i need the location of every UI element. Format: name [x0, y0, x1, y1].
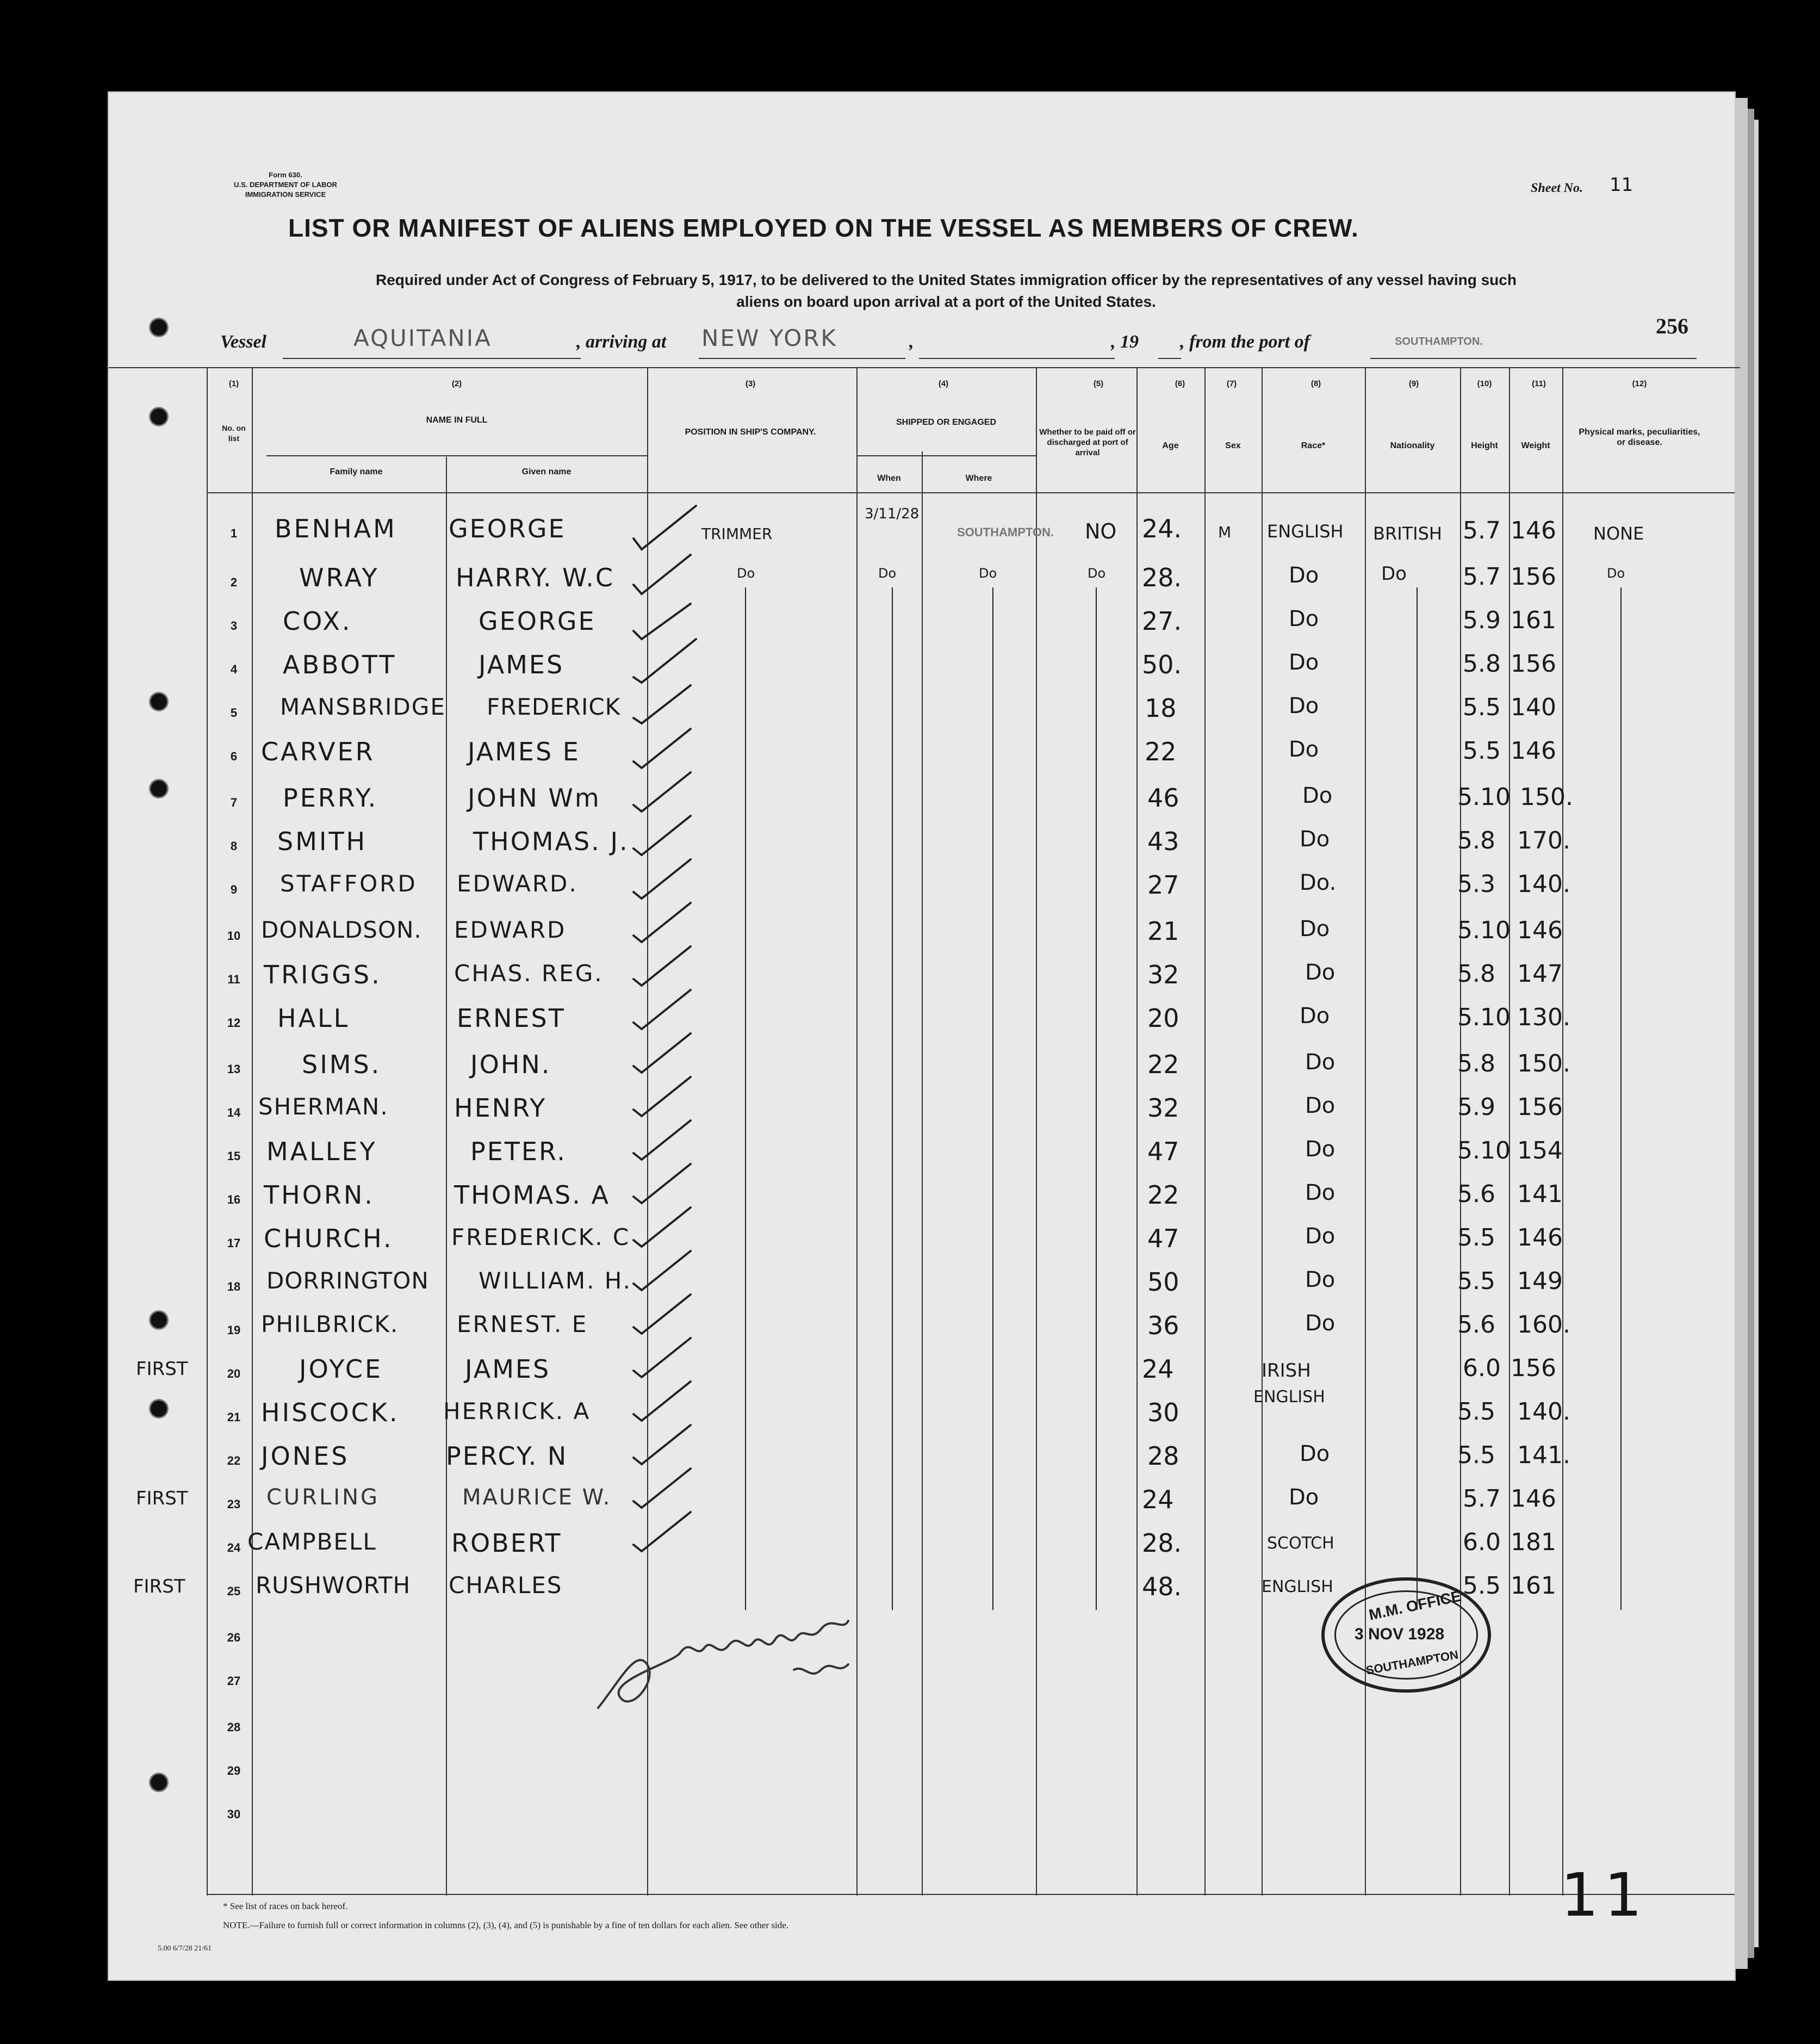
- row-number: 13: [227, 1062, 241, 1076]
- given-name: MAURICE W.: [462, 1485, 612, 1510]
- age-value: 22: [1147, 1050, 1179, 1079]
- row-number: 3: [230, 619, 238, 633]
- col-header-nationality: Nationality: [1390, 441, 1435, 450]
- row-number: 15: [227, 1149, 241, 1163]
- year-underline: [1158, 358, 1181, 359]
- weight-value: 161: [1511, 606, 1556, 634]
- family-name: BENHAM: [275, 514, 397, 543]
- family-name: CHURCH.: [264, 1224, 394, 1253]
- given-name: EDWARD.: [457, 870, 578, 897]
- age-value: 43: [1147, 827, 1179, 856]
- arrival-underline: [699, 358, 905, 359]
- row-number: 8: [230, 839, 238, 853]
- row-number: 22: [227, 1454, 241, 1467]
- col-header-where: Where: [965, 474, 992, 483]
- height-value: 5.10: [1457, 1137, 1511, 1165]
- stamp-office: M.M. OFFICE: [1367, 1587, 1463, 1624]
- ditto-mark: Do: [737, 566, 755, 581]
- age-value: 24: [1142, 1354, 1174, 1384]
- age-value: 28.: [1142, 563, 1182, 592]
- table-row: [0, 1749, 1820, 1792]
- col-number: (1): [228, 379, 239, 388]
- height-value: 5.7: [1463, 517, 1501, 544]
- age-value: 48.: [1142, 1572, 1182, 1601]
- race-value: Do: [1289, 606, 1319, 631]
- col-header-shipped: SHIPPED OR ENGAGED: [896, 418, 997, 427]
- col-number: (9): [1408, 379, 1419, 388]
- punch-hole: [151, 319, 167, 336]
- height-value: 5.5: [1463, 737, 1501, 765]
- race-value: SCOTCH: [1267, 1534, 1334, 1553]
- height-value: 5.9: [1463, 606, 1501, 634]
- form-header: [207, 170, 364, 200]
- family-name: ABBOTT: [283, 650, 397, 679]
- col-header-age: Age: [1162, 441, 1179, 450]
- row-number: 29: [227, 1764, 241, 1777]
- height-value: 5.3: [1457, 870, 1495, 898]
- table-row: [0, 824, 1820, 868]
- ditto-mark: Do: [878, 566, 897, 581]
- col-number: (11): [1532, 379, 1546, 388]
- age-value: 28.: [1142, 1528, 1182, 1558]
- given-name: HERRICK. A: [443, 1398, 591, 1424]
- name-subheader-rule: [266, 455, 647, 456]
- weight-value: 149: [1517, 1267, 1563, 1295]
- family-name: HALL: [277, 1004, 350, 1033]
- col-number: (6): [1175, 379, 1185, 388]
- table-row: [0, 1659, 1820, 1702]
- table-row: [0, 1569, 1820, 1613]
- weight-value: 141.: [1517, 1441, 1570, 1469]
- col-header-weight: Weight: [1521, 441, 1550, 450]
- table-row: [0, 1526, 1820, 1569]
- given-name: ROBERT: [451, 1528, 562, 1558]
- stamp-place: SOUTHAMPTON: [1365, 1647, 1459, 1677]
- given-name: ERNEST. E: [457, 1311, 588, 1337]
- given-name: JAMES: [479, 650, 564, 679]
- age-value: 50.: [1142, 650, 1182, 679]
- ditto-mark: Do: [1088, 566, 1106, 581]
- height-value: 5.6: [1457, 1180, 1495, 1208]
- year-label: , 19: [1111, 332, 1139, 352]
- race-value: Do: [1305, 1137, 1336, 1162]
- col-header-physical: Physical marks, peculiarities, or disease.: [1579, 428, 1700, 447]
- age-value: 32: [1147, 1093, 1179, 1123]
- given-name: JOHN.: [470, 1050, 551, 1079]
- age-value: 32: [1147, 960, 1179, 989]
- subtitle-line-1: Required under Act of Congress of February 5, 1917, to be delivered to the United States immigration officer by the representatives of any vessel having such: [376, 271, 1517, 288]
- given-name: JAMES: [465, 1354, 551, 1384]
- sex-value: M: [1218, 523, 1232, 541]
- weight-value: 146: [1511, 737, 1556, 765]
- given-name: ERNEST: [457, 1004, 566, 1033]
- height-value: 5.7: [1463, 1485, 1501, 1513]
- weight-value: 146: [1511, 1485, 1556, 1513]
- table-row: [0, 868, 1820, 911]
- family-name: TRIGGS.: [264, 960, 382, 989]
- family-name: DONALDSON.: [261, 916, 422, 943]
- table-row: [0, 957, 1820, 1001]
- age-value: 20: [1147, 1004, 1179, 1033]
- ditto-mark: Do: [1607, 566, 1625, 581]
- race-value: Do: [1289, 693, 1319, 719]
- family-name: WRAY: [299, 563, 380, 592]
- table-row: [0, 1705, 1820, 1749]
- table-row: [0, 914, 1820, 957]
- header-bottom-rule: [207, 492, 1735, 493]
- row-number: 24: [227, 1541, 241, 1554]
- punch-hole: [151, 408, 167, 425]
- height-value: 5.5: [1457, 1224, 1495, 1252]
- row-number: 1: [230, 527, 238, 540]
- table-row: [0, 604, 1820, 647]
- age-value: 27.: [1142, 606, 1182, 636]
- weight-value: 141: [1517, 1180, 1563, 1208]
- weight-value: 170.: [1517, 827, 1570, 854]
- family-name: THORN.: [264, 1180, 375, 1210]
- race-value: ENGLISH: [1267, 521, 1344, 542]
- given-name: CHARLES: [449, 1572, 563, 1599]
- physical-value: NONE: [1593, 523, 1644, 544]
- row-number: 30: [227, 1807, 241, 1821]
- race-value: Do.: [1300, 870, 1337, 895]
- height-value: 5.5: [1463, 1572, 1501, 1600]
- weight-value: 156: [1517, 1093, 1563, 1121]
- department-name: U.S. DEPARTMENT OF LABOR: [234, 181, 337, 189]
- height-value: 6.0: [1463, 1354, 1501, 1382]
- weight-value: 146: [1517, 916, 1563, 944]
- given-name: JOHN Wm: [468, 783, 601, 813]
- age-value: 24.: [1142, 514, 1182, 543]
- height-value: 5.10: [1457, 783, 1511, 811]
- from-underline: [1370, 358, 1697, 359]
- race-value: Do: [1300, 827, 1330, 852]
- row-number: 11: [227, 973, 240, 986]
- form-subtitle: [207, 269, 1686, 313]
- table-row: [0, 1352, 1820, 1395]
- family-name: CARVER: [261, 737, 375, 766]
- table-row: [0, 734, 1820, 778]
- race-footnote: * See list of races on back hereof.: [223, 1901, 348, 1911]
- vessel-name: AQUITANIA: [353, 325, 492, 351]
- height-value: 5.8: [1457, 1050, 1495, 1077]
- col-header-name: NAME IN FULL: [426, 416, 488, 425]
- weight-value: 146: [1511, 517, 1556, 544]
- family-name: SMITH: [277, 827, 368, 856]
- family-name: MANSBRIDGE: [280, 693, 446, 720]
- height-value: 6.0: [1463, 1528, 1501, 1556]
- height-value: 5.6: [1457, 1311, 1495, 1339]
- height-value: 5.5: [1457, 1441, 1495, 1469]
- from-port-label: , from the port of: [1180, 332, 1310, 352]
- given-name: FREDERICK. C: [451, 1224, 631, 1250]
- given-name: PETER.: [470, 1137, 567, 1166]
- table-row: [0, 1221, 1820, 1265]
- row-number: 7: [230, 796, 238, 809]
- family-name: SHERMAN.: [258, 1093, 389, 1120]
- age-value: 22: [1145, 737, 1177, 766]
- weight-value: 160.: [1517, 1311, 1570, 1339]
- race-value: Do: [1305, 1180, 1336, 1205]
- weight-value: 147: [1517, 960, 1563, 988]
- legal-note: NOTE.—Failure to furnish full or correct information in columns (2), (3), (4), and (5) is punishable by a fine of ten dollars for each alien. See other side.: [223, 1920, 789, 1930]
- row-number: 18: [227, 1280, 241, 1293]
- height-value: 5.5: [1457, 1267, 1495, 1295]
- col-number: (3): [745, 379, 756, 388]
- signature: [587, 1599, 892, 1730]
- family-name: CAMPBELL: [247, 1528, 377, 1555]
- age-value: 47: [1147, 1224, 1179, 1253]
- weight-value: 150.: [1517, 1050, 1570, 1077]
- row-number: 21: [227, 1410, 241, 1424]
- height-value: 5.8: [1457, 827, 1495, 854]
- given-name: FREDERICK: [487, 693, 621, 720]
- row-number: 28: [227, 1720, 241, 1734]
- row-number: 10: [227, 929, 241, 943]
- weight-value: 181: [1511, 1528, 1556, 1556]
- given-name: PERCY. N: [446, 1441, 568, 1471]
- race-value: Do: [1302, 783, 1333, 808]
- row-number: 14: [227, 1106, 241, 1119]
- row-number: 12: [227, 1016, 241, 1030]
- table-row: [0, 1308, 1820, 1352]
- weight-value: 140: [1511, 693, 1556, 721]
- row-number: 17: [227, 1236, 241, 1250]
- row-number: 6: [230, 750, 238, 763]
- family-name: SIMS.: [302, 1050, 382, 1079]
- row-number: 19: [227, 1323, 241, 1337]
- given-name: WILLIAM. H.: [479, 1267, 632, 1294]
- col-header-race: Race*: [1301, 441, 1326, 450]
- race-value: Do: [1300, 916, 1330, 942]
- weight-value: 161: [1511, 1572, 1556, 1600]
- given-name: GEORGE: [479, 606, 596, 636]
- table-row: [0, 1091, 1820, 1134]
- table-row: [0, 1001, 1820, 1044]
- height-value: 5.5: [1457, 1398, 1495, 1426]
- race-value: Do: [1289, 1485, 1319, 1510]
- age-value: 21: [1147, 916, 1179, 946]
- col-number: (10): [1477, 379, 1492, 388]
- given-name: CHAS. REG.: [454, 960, 604, 987]
- stamp-date: 3 NOV 1928: [1355, 1625, 1445, 1643]
- page-number: 256: [1656, 314, 1688, 338]
- vessel-underline: [283, 358, 581, 359]
- bottom-tally-mark: 11: [1561, 1860, 1648, 1930]
- table-row: [0, 1388, 1820, 1439]
- engaged-date: 3/11/28: [865, 506, 920, 522]
- table-row: [0, 1265, 1820, 1308]
- date-underline: [919, 358, 1115, 359]
- table-row: [0, 511, 1820, 555]
- row-number: 9: [230, 883, 238, 896]
- height-value: 5.10: [1457, 1004, 1511, 1031]
- family-name: HISCOCK.: [261, 1398, 400, 1427]
- weight-value: 140.: [1517, 1398, 1570, 1426]
- table-row: [0, 1178, 1820, 1221]
- col-header-paid-off: Whether to be paid off or discharged at port of arrival: [1039, 428, 1136, 457]
- col-number: (7): [1226, 379, 1237, 388]
- race-value: Do: [1305, 1311, 1336, 1336]
- age-value: 28: [1147, 1441, 1179, 1471]
- family-name: PHILBRICK.: [261, 1311, 399, 1337]
- weight-value: 154: [1517, 1137, 1563, 1165]
- race-value: ENGLISH: [1253, 1388, 1325, 1407]
- col-number: (4): [938, 379, 949, 388]
- height-value: 5.8: [1463, 650, 1501, 678]
- family-name: PERRY.: [283, 783, 378, 813]
- row-number: 27: [227, 1674, 241, 1688]
- table-row: [0, 1134, 1820, 1178]
- service-name: IMMIGRATION SERVICE: [245, 190, 326, 199]
- row-number: 23: [227, 1497, 241, 1511]
- nationality-value: BRITISH: [1373, 523, 1442, 544]
- race-value: Do: [1300, 1004, 1330, 1029]
- age-value: 27: [1147, 870, 1179, 900]
- ditto-mark: Do: [1381, 563, 1407, 585]
- arrival-port: NEW YORK: [701, 325, 837, 351]
- table-row: [0, 1439, 1820, 1482]
- family-name: MALLEY: [266, 1137, 377, 1166]
- col-header-when: When: [877, 474, 901, 483]
- race-value: Do: [1305, 1267, 1336, 1292]
- comma: ,: [909, 332, 914, 352]
- col-number: (8): [1310, 379, 1321, 388]
- position-value: TRIMMER: [701, 525, 773, 543]
- race-value: Do: [1289, 737, 1319, 762]
- age-value: 50: [1147, 1267, 1179, 1297]
- row-number: 16: [227, 1193, 241, 1206]
- weight-value: 156: [1511, 650, 1556, 678]
- race-value: Do: [1289, 650, 1319, 675]
- table-row: [0, 1482, 1820, 1526]
- subtitle-line-2: aliens on board upon arrival at a port of the United States.: [736, 293, 1156, 310]
- sheet-label: Sheet No.: [1531, 181, 1583, 195]
- weight-value: 150.: [1520, 783, 1573, 811]
- given-name: JAMES E: [468, 737, 580, 766]
- race-value: IRISH: [1262, 1360, 1311, 1382]
- col-header-no: No. on list: [222, 424, 246, 443]
- table-row: [0, 1615, 1820, 1659]
- age-value: 30: [1147, 1398, 1179, 1427]
- col-header-height: Height: [1471, 441, 1498, 450]
- given-name: GEORGE: [449, 514, 566, 543]
- given-name: EDWARD: [454, 916, 567, 943]
- departure-port: SOUTHAMPTON.: [1395, 336, 1483, 348]
- race-value: ENGLISH: [1262, 1577, 1333, 1596]
- table-row: [0, 1047, 1820, 1091]
- age-value: 18: [1145, 693, 1177, 723]
- row-number: 4: [230, 662, 238, 676]
- given-name: HENRY: [454, 1093, 547, 1123]
- family-name: COX.: [283, 606, 352, 636]
- age-value: 24: [1142, 1485, 1174, 1514]
- paid-off-value: NO: [1085, 519, 1117, 543]
- family-name: RUSHWORTH: [256, 1572, 411, 1599]
- table-row: [0, 781, 1820, 824]
- row-number: 20: [227, 1367, 241, 1380]
- race-value: Do: [1289, 563, 1319, 588]
- row-number: 2: [230, 575, 238, 589]
- height-value: 5.9: [1457, 1093, 1495, 1121]
- race-value: Do: [1305, 1224, 1336, 1249]
- given-name: HARRY. W.C: [456, 563, 615, 592]
- height-value: 5.8: [1457, 960, 1495, 988]
- table-bottom-rule: [207, 1894, 1735, 1895]
- age-value: 47: [1147, 1137, 1179, 1166]
- engaged-place: SOUTHAMPTON.: [957, 525, 1054, 539]
- family-name: DORRINGTON: [266, 1267, 429, 1294]
- shipped-subheader-rule: [856, 455, 1036, 456]
- height-value: 5.10: [1457, 916, 1511, 944]
- weight-value: 140.: [1517, 870, 1570, 898]
- race-value: Do: [1305, 1050, 1336, 1075]
- height-value: 5.7: [1463, 563, 1501, 591]
- col-number: (12): [1632, 379, 1647, 388]
- row-number: 5: [230, 706, 238, 720]
- race-value: Do: [1305, 1093, 1336, 1118]
- arriving-label: , arriving at: [576, 332, 667, 352]
- given-name: THOMAS. J.: [473, 827, 629, 856]
- weight-value: 156: [1511, 1354, 1556, 1382]
- race-value: Do: [1305, 960, 1336, 985]
- margin-note: FIRST: [133, 1576, 185, 1597]
- margin-note: FIRST: [136, 1488, 188, 1509]
- weight-value: 156: [1511, 563, 1556, 591]
- race-value: Do: [1300, 1441, 1330, 1466]
- age-value: 36: [1147, 1311, 1179, 1340]
- table-row: [0, 691, 1820, 734]
- family-name: JOYCE: [299, 1354, 383, 1384]
- table-row: [0, 1792, 1820, 1836]
- col-header-position: POSITION IN SHIP'S COMPANY.: [685, 428, 816, 437]
- weight-value: 130.: [1517, 1004, 1570, 1031]
- col-header-sex: Sex: [1225, 441, 1241, 450]
- page-title: LIST OR MANIFEST OF ALIENS EMPLOYED ON THE VESSEL AS MEMBERS OF CREW.: [288, 214, 1359, 242]
- age-value: 46: [1147, 783, 1179, 813]
- col-number: (5): [1093, 379, 1104, 388]
- margin-note: FIRST: [136, 1358, 188, 1380]
- sheet-number: 11: [1610, 174, 1633, 196]
- weight-value: 146: [1517, 1224, 1563, 1252]
- col-header-given: Given name: [521, 467, 572, 476]
- print-code: 5.00 6/7/28 21/61: [158, 1944, 212, 1953]
- row-number: 26: [227, 1631, 241, 1644]
- col-number: (2): [451, 379, 462, 388]
- vessel-label: Vessel: [220, 332, 266, 352]
- row-number: 25: [227, 1584, 241, 1598]
- table-row: [0, 647, 1820, 691]
- table-row: [0, 560, 1820, 604]
- height-value: 5.5: [1463, 693, 1501, 721]
- age-value: 22: [1147, 1180, 1179, 1210]
- family-name: JONES: [261, 1441, 350, 1471]
- table-top-rule: [109, 367, 1740, 368]
- given-name: THOMAS. A: [454, 1180, 610, 1210]
- ditto-mark: Do: [979, 566, 997, 581]
- family-name: STAFFORD: [280, 870, 418, 897]
- col-header-family: Family name: [330, 467, 383, 476]
- family-name: CURLING: [266, 1485, 380, 1510]
- form-number: Form 630.: [269, 171, 302, 179]
- office-stamp: [1321, 1577, 1491, 1693]
